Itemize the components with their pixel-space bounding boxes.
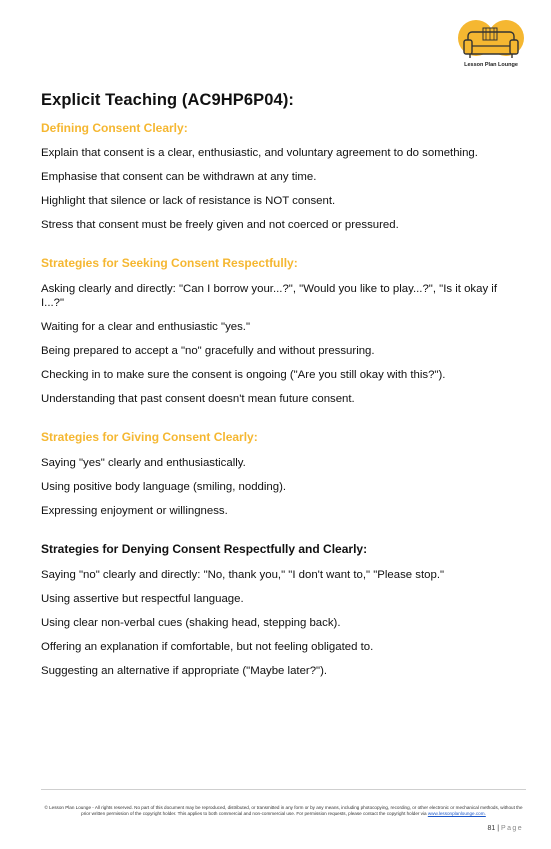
section-defining-consent — [41, 121, 519, 232]
list-item: Explain that consent is a clear, enthusiastic, and voluntary agreement to do something. — [41, 147, 478, 159]
section-heading: Strategies for Giving Consent Clearly: — [41, 430, 258, 444]
logo-caption: Lesson Plan Lounge — [464, 62, 518, 68]
section-heading: Strategies for Denying Consent Respectfully and Clearly: — [41, 542, 368, 556]
list-item: Suggesting an alternative if appropriate ("Maybe later?"). — [41, 665, 328, 677]
footer-divider — [41, 789, 526, 790]
page-number-value: 81 — [487, 825, 496, 832]
list-item: Emphasise that consent can be withdrawn at any time. — [41, 171, 317, 183]
list-item: Being prepared to accept a "no" gracefully and without pressuring. — [41, 345, 375, 357]
copyright-text: © Lesson Plan Lounge - All rights reserved. No part of this document may be reproduced, distributed, or transmitted in any form or by any means, including photocopying, recording, or other electronic or mechanical methods, without the prior written permission of the copyright holder. This applies to both commercial and non-commercial use. For permission requests, please contact the copyright holder via — [44, 805, 523, 816]
list-item: Understanding that past consent doesn't mean future consent. — [41, 393, 355, 405]
list-item: Stress that consent must be freely given and not coerced or pressured. — [41, 219, 399, 231]
list-item: Using assertive but respectful language. — [41, 593, 244, 605]
footer-copyright — [41, 805, 526, 817]
section-seeking-consent — [41, 256, 519, 406]
list-item: Waiting for a clear and enthusiastic "yes." — [41, 321, 250, 333]
list-item: Asking clearly and directly: "Can I borrow your...?", "Would you like to play...?", "Is it okay if I...?" — [41, 283, 497, 309]
website-link[interactable]: www.lessonplanlounge.com. — [427, 811, 486, 816]
page-number — [488, 825, 523, 832]
page-separator: | — [497, 825, 500, 832]
list-item: Using positive body language (smiling, nodding). — [41, 481, 287, 493]
main-content — [41, 121, 519, 702]
list-item: Saying "no" clearly and directly: "No, thank you," "I don't want to," "Please stop." — [41, 569, 445, 581]
list-item: Highlight that silence or lack of resistance is NOT consent. — [41, 195, 336, 207]
section-heading: Defining Consent Clearly: — [41, 121, 188, 135]
list-item: Expressing enjoyment or willingness. — [41, 505, 228, 517]
list-item: Using clear non-verbal cues (shaking head, stepping back). — [41, 617, 341, 629]
page-label: Page — [501, 825, 523, 832]
list-item: Checking in to make sure the consent is ongoing ("Are you still okay with this?"). — [41, 369, 446, 381]
list-item: Saying "yes" clearly and enthusiastically. — [41, 457, 246, 469]
section-heading: Strategies for Seeking Consent Respectfully: — [41, 256, 298, 270]
list-item: Offering an explanation if comfortable, but not feeling obligated to. — [41, 641, 374, 653]
section-denying-consent — [41, 542, 519, 678]
page-title: Explicit Teaching (AC9HP6P04): — [41, 91, 295, 109]
section-giving-consent — [41, 430, 519, 518]
